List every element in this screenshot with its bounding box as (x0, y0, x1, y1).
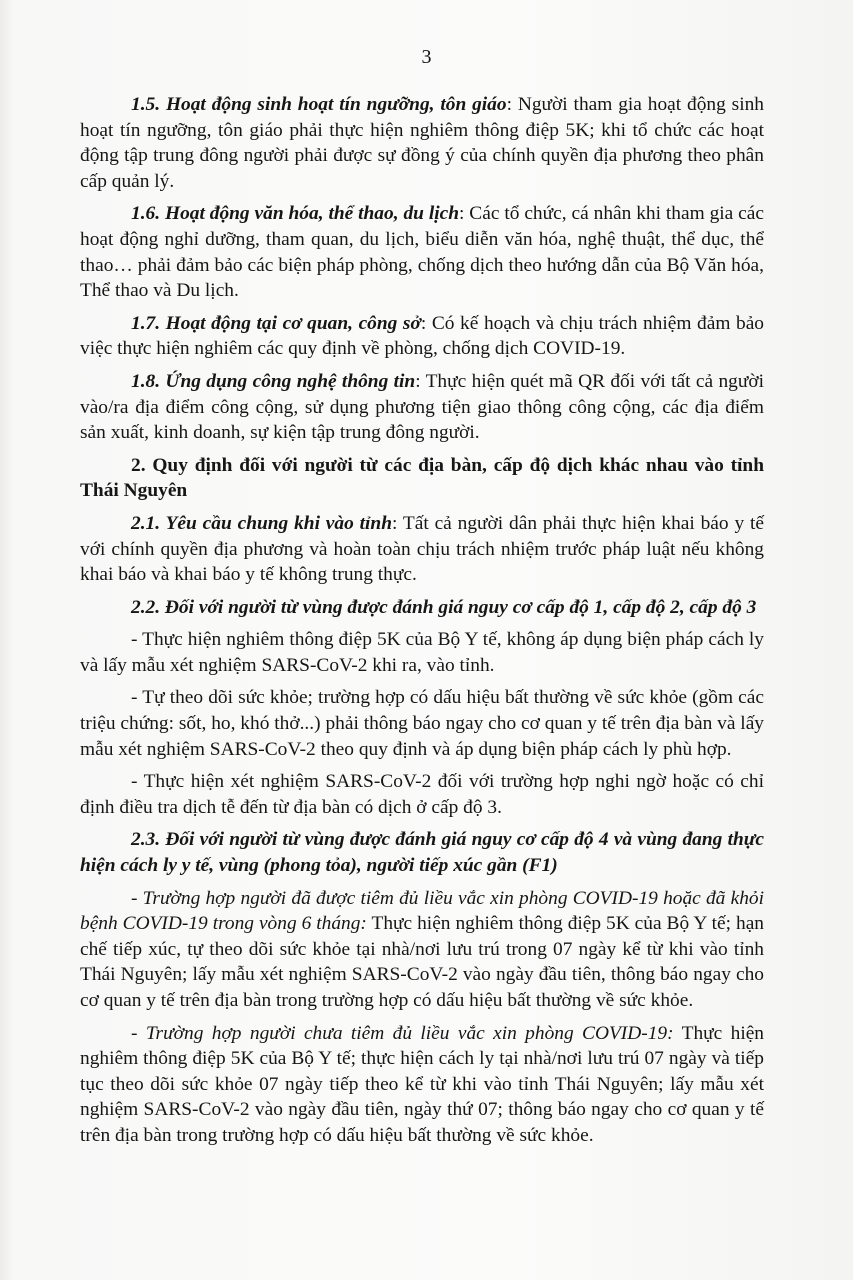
section-2-3-heading: 2.3. Đối với người từ vùng được đánh giá nguy cơ cấp độ 4 và vùng đang thực hiện cách ly y tế, vùng (phong tỏa), người tiếp xúc gần (F1) (80, 829, 764, 877)
section-1-7-text: : Có kế hoạch và chịu trách nhiệm đảm bảo việc thực hiện nghiêm các quy định về phòng, chống dịch COVID-19. (80, 312, 764, 360)
item-1-lead: - Trường hợp người đã được tiêm đủ liều vắc xin phòng COVID-19 hoặc đã khỏi bệnh COVID-19 trong vòng 6 tháng: (80, 887, 764, 935)
paragraph-2-1 (80, 511, 764, 588)
paragraph-1-8 (80, 369, 764, 446)
paragraph-2-2-item-3: - Thực hiện xét nghiệm SARS-CoV-2 đối với trường hợp nghi ngờ hoặc có chỉ định điều tra dịch tễ đến từ địa bàn có dịch ở cấp độ 3. (80, 771, 764, 818)
paragraph-1-5 (80, 92, 764, 194)
item-2-lead: - Trường hợp người chưa tiêm đủ liều vắc xin phòng COVID-19: (131, 1022, 674, 1044)
section-1-6-text: : Các tổ chức, cá nhân khi tham gia các hoạt động nghỉ dưỡng, tham quan, du lịch, biểu diễn văn hóa, nghệ thuật, thể dục, thể thao… phải đảm bảo các biện pháp phòng, chống dịch theo hướng dẫn của Bộ Văn hóa, Thể thao và Du lịch. (80, 203, 764, 302)
section-1-5-text: : Người tham gia hoạt động sinh hoạt tín ngưỡng, tôn giáo phải thực hiện nghiêm thông điệp 5K; khi tổ chức các hoạt động tập trung đông người phải được sự đồng ý của chính quyền địa phương theo phân cấp quản lý. (80, 94, 764, 192)
item-2-text: Thực hiện nghiêm thông điệp 5K của Bộ Y tế; thực hiện cách ly tại nhà/nơi lưu trú 07 ngày và tiếp tục theo dõi sức khỏe 07 ngày tiếp theo kể từ khi vào tỉnh Thái Nguyên; lấy mẫu xét nghiệm SARS-CoV-2 vào ngày đầu tiên, ngày thứ 07; thông báo ngay cho cơ quan y tế trên địa bàn trong trường hợp có dấu hiệu bất thường về sức khỏe. (80, 1022, 765, 1146)
paragraph-2-2-item-1: - Thực hiện nghiêm thông điệp 5K của Bộ Y tế, không áp dụng biện pháp cách ly và lấy mẫu xét nghiệm SARS-CoV-2 khi ra, vào tỉnh. (80, 629, 764, 676)
section-2-2-heading: 2.2. Đối với người từ vùng được đánh giá nguy cơ cấp độ 1, cấp độ 2, cấp độ 3 (131, 596, 757, 618)
section-2-1-text: : Tất cả người dân phải thực hiện khai báo y tế với chính quyền địa phương và hoàn toàn chịu trách nhiệm trước pháp luật nếu không khai báo và khai báo y tế không trung thực. (80, 512, 764, 586)
item-1-text: Thực hiện nghiêm thông điệp 5K của Bộ Y tế; hạn chế tiếp xúc, tự theo dõi sức khỏe tại nhà/nơi lưu trú trong 07 ngày kể từ khi vào tỉnh Thái Nguyên; lấy mẫu xét nghiệm SARS-CoV-2 vào ngày đầu tiên, thông báo ngay cho cơ quan y tế trên địa bàn trong trường hợp có dấu hiệu bất thường về sức khỏe. (80, 913, 764, 1011)
page-number: 3 (421, 46, 432, 68)
section-2-1-title: 2.1. Yêu cầu chung khi vào tỉnh (131, 512, 392, 534)
section-1-6-title: 1.6. Hoạt động văn hóa, thể thao, du lịch (131, 203, 459, 225)
paragraph-2-2-item-2: - Tự theo dõi sức khỏe; trường hợp có dấu hiệu bất thường về sức khỏe (gồm các triệu chứng: sốt, ho, khó thở...) phải thông báo ngay cho cơ quan y tế trên địa bàn và lấy mẫu xét nghiệm SARS-CoV-2 theo quy định và áp dụng biện pháp cách ly phù hợp. (80, 687, 764, 760)
paragraph-2-3-item-1 (80, 886, 764, 1014)
paragraph-1-7 (80, 311, 764, 362)
section-1-8-title: 1.8. Ứng dụng công nghệ thông tin (131, 370, 416, 392)
section-1-7-title: 1.7. Hoạt động tại cơ quan, công sở (131, 312, 421, 334)
section-1-5-title: 1.5. Hoạt động sinh hoạt tín ngưỡng, tôn giáo (131, 94, 507, 115)
paragraph-1-6 (80, 201, 764, 303)
section-2-heading: 2. Quy định đối với người từ các địa bàn, cấp độ dịch khác nhau vào tỉnh Thái Nguyên (80, 454, 764, 502)
document-body (80, 92, 764, 1156)
section-1-8-text: : Thực hiện quét mã QR đối với tất cả người vào/ra địa điểm công cộng, sử dụng phương tiện giao thông công cộng, các địa điểm sản xuất, kinh doanh, sự kiện tập trung đông người. (80, 370, 764, 444)
paragraph-2-3-item-2 (80, 1021, 764, 1149)
